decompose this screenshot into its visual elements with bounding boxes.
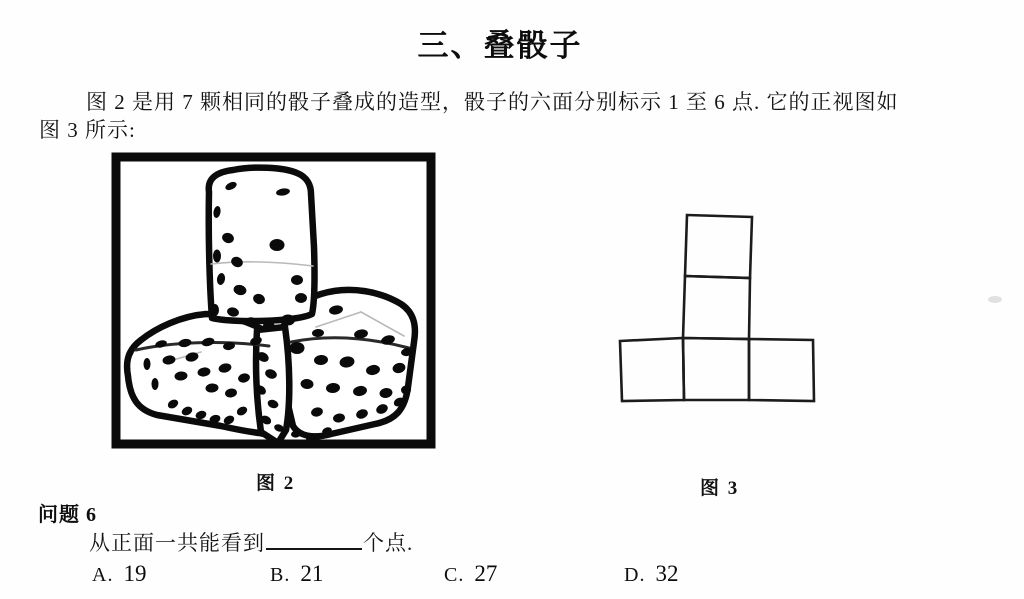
question-line: [89, 527, 413, 557]
answer-blank: [266, 532, 362, 550]
option-b-value: 21: [300, 561, 324, 586]
square-bottom-right: [749, 339, 814, 401]
option-b: [270, 561, 323, 587]
figure3-caption: 图 3: [700, 478, 740, 499]
option-a: [92, 561, 146, 587]
page-title: 三、叠骰子: [417, 28, 583, 63]
option-b-label: B.: [270, 564, 291, 586]
option-c-value: 27: [474, 561, 498, 586]
square-bottom-center: [683, 338, 749, 400]
option-d-label: D.: [624, 564, 646, 586]
figure3-front-view-diagram: [617, 211, 817, 403]
figure2-dice-illustration: [111, 152, 436, 452]
option-a-label: A.: [92, 564, 114, 586]
option-a-value: 19: [123, 561, 147, 586]
intro-line-2: 图 3 所示:: [39, 118, 136, 142]
square-middle: [683, 276, 750, 339]
square-grid: [620, 215, 814, 401]
question-suffix: 个点.: [363, 531, 414, 555]
front-view-svg: [617, 211, 817, 403]
intro-line-1: 图 2 是用 7 颗相同的骰子叠成的造型，骰子的六面分别标示 1 至 6 点. 它的正视图如: [86, 90, 899, 114]
square-bottom-left: [620, 338, 684, 401]
square-top: [685, 215, 752, 278]
problem-label: 问题 6: [38, 504, 97, 526]
figure2-caption: 图 2: [256, 473, 296, 494]
option-c: [444, 561, 497, 587]
dice-sketch-svg: [111, 152, 436, 452]
option-d-value: 32: [655, 561, 679, 586]
question-prefix: 从正面一共能看到: [89, 531, 265, 555]
options-row: [0, 561, 1024, 595]
option-c-label: C.: [444, 564, 465, 586]
option-d: [624, 561, 678, 587]
scan-artifact: [988, 296, 1002, 303]
